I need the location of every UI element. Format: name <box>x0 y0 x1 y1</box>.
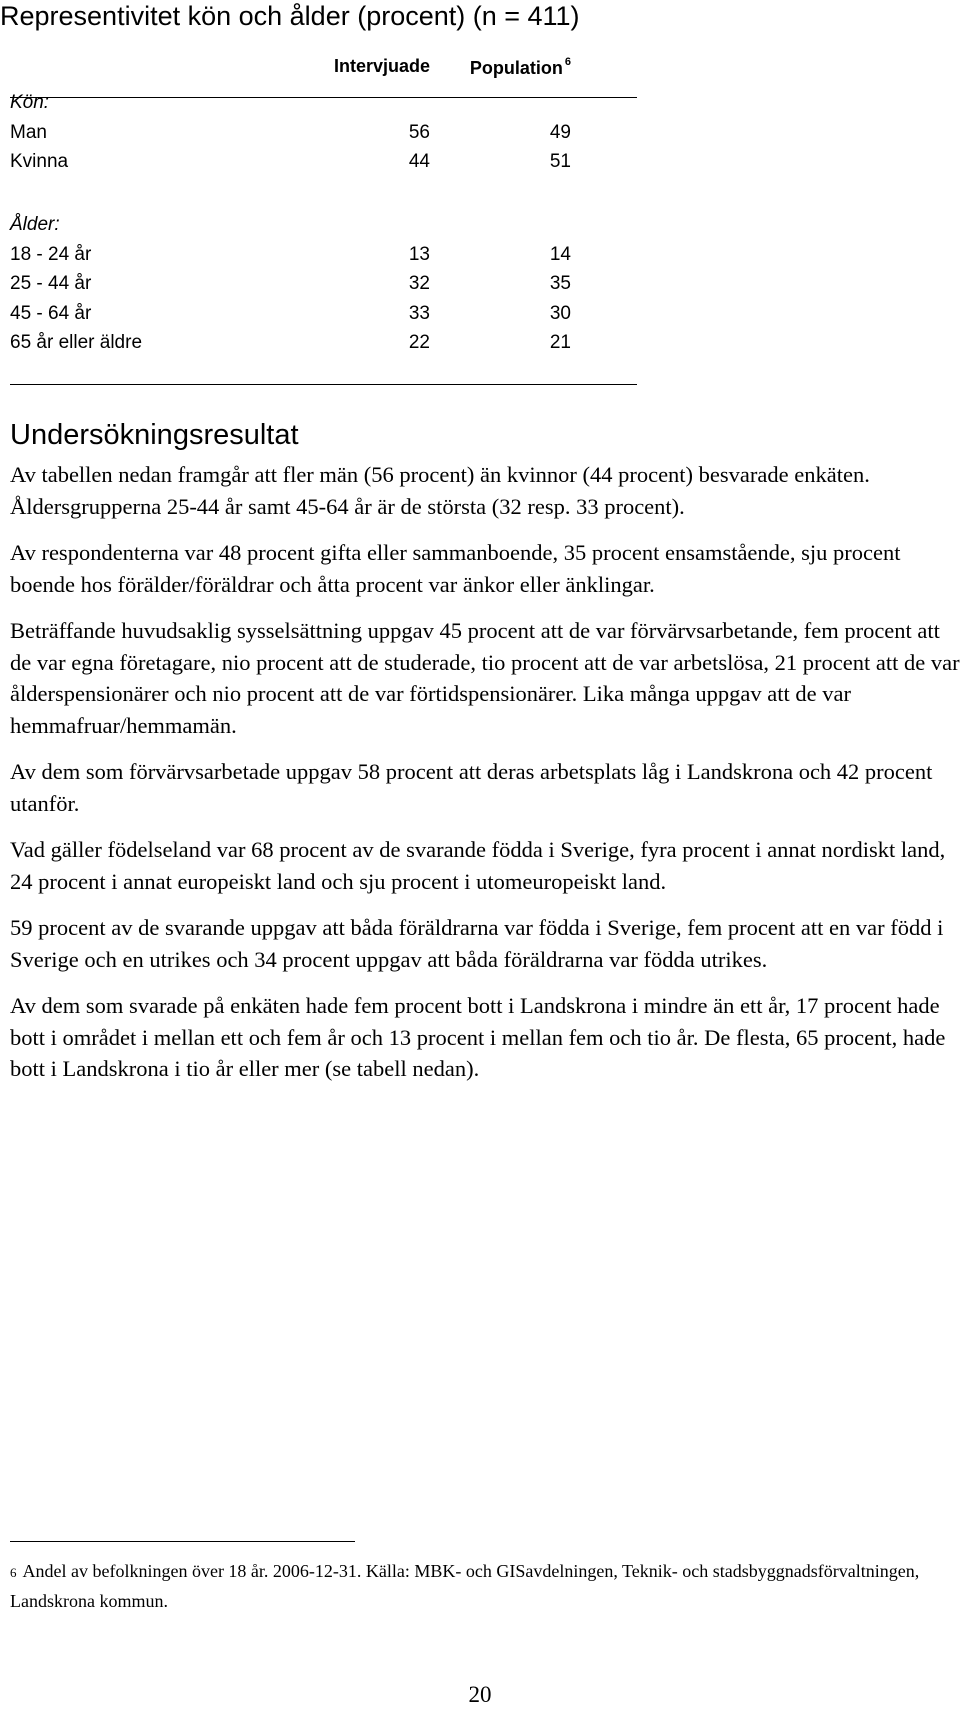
table-row <box>10 273 637 299</box>
row-label: 65 år eller äldre <box>10 332 143 353</box>
row-label: 25 - 44 år <box>10 273 92 294</box>
table-row <box>10 151 637 177</box>
footnote-rule <box>10 1541 355 1542</box>
group-label: Ålder: <box>10 214 60 235</box>
cell-population: 21 <box>549 332 571 353</box>
cell-intervjuade: 56 <box>408 122 430 143</box>
row-label: Man <box>10 122 47 143</box>
col-header-population <box>10 56 571 79</box>
footnote-ref: 6 <box>564 56 571 68</box>
cell-intervjuade: 44 <box>408 151 430 172</box>
col-header-intervjuade: Intervjuade <box>333 56 430 76</box>
cell-population: 35 <box>549 273 571 294</box>
paragraph: Beträffande huvudsaklig sysselsättning uppgav 45 procent att de var förvärvsarbetande, fem procent att de var egna företagare, nio procent att de studerade, tio procent att de var arbetslösa, 21 procent att de var ålderspensionärer och nio procent att de var förtidspensionärer. Lika många uppgav att de var hemmafruar/hemmamän. <box>10 618 960 738</box>
cell-population: 14 <box>549 244 571 265</box>
table-header-row <box>10 56 637 82</box>
page-number: 20 <box>468 1682 492 1707</box>
table-row <box>10 122 637 148</box>
group-label-alder <box>10 214 637 240</box>
paragraph: Av dem som svarade på enkäten hade fem procent bott i Landskrona i mindre än ett år, 17 procent hade bott i området i mellan ett och fem år och 13 procent i mellan fem och tio år. De flesta, 65 procent, hade bott i Landskrona i tio år eller mer (se tabell nedan). <box>10 993 946 1081</box>
cell-intervjuade: 13 <box>408 244 430 265</box>
table-row <box>10 332 637 358</box>
paragraph: Av tabellen nedan framgår att fler män (56 procent) än kvinnor (44 procent) besvarade enkäten. Åldersgrupperna 25-44 år samt 45-64 år är de största (32 resp. 33 procent). <box>10 462 870 519</box>
table-bottom-rule <box>10 384 637 385</box>
table-header-rule <box>10 97 637 98</box>
row-label: 18 - 24 år <box>10 244 92 265</box>
col-header-population-label: Population <box>469 58 563 78</box>
section-body <box>10 459 960 1100</box>
cell-population: 51 <box>549 151 571 172</box>
footnote-text: Andel av befolkningen över 18 år. 2006-12-31. Källa: MBK- och GISavdelningen, Teknik- och stadsbyggnadsförvaltningen, Landskrona kommun. <box>10 1561 920 1611</box>
cell-intervjuade: 32 <box>408 273 430 294</box>
table-title: Representivitet kön och ålder (procent) (n = 411) <box>0 1 580 31</box>
paragraph: Vad gäller födelseland var 68 procent av de svarande födda i Sverige, fyra procent i annat nordiskt land, 24 procent i annat europeiskt land och sju procent i utomeuropeiskt land. <box>10 837 946 894</box>
table-row <box>10 244 637 270</box>
paragraph: 59 procent av de svarande uppgav att båda föräldrarna var födda i Sverige, fem procent att en var född i Sverige och en utrikes och 34 procent uppgav att båda föräldrarna var födda utrikes. <box>10 915 944 972</box>
paragraph: Av dem som förvärvsarbetade uppgav 58 procent att deras arbetsplats låg i Landskrona och 42 procent utanför. <box>10 759 933 816</box>
section-heading: Undersökningsresultat <box>10 419 299 451</box>
table-row <box>10 303 637 329</box>
cell-population: 49 <box>549 122 571 143</box>
group-label-kon <box>10 92 637 118</box>
footnote-number: 6 <box>10 1565 17 1580</box>
cell-population: 30 <box>549 303 571 324</box>
row-label: Kvinna <box>10 151 69 172</box>
paragraph: Av respondenterna var 48 procent gifta eller sammanboende, 35 procent ensamstående, sju procent boende hos förälder/föräldrar och åtta procent var änkor eller änklingar. <box>10 540 901 597</box>
footnote <box>10 1557 930 1616</box>
group-label: Kön: <box>10 92 50 113</box>
cell-intervjuade: 33 <box>408 303 430 324</box>
cell-intervjuade: 22 <box>408 332 430 353</box>
row-label: 45 - 64 år <box>10 303 92 324</box>
